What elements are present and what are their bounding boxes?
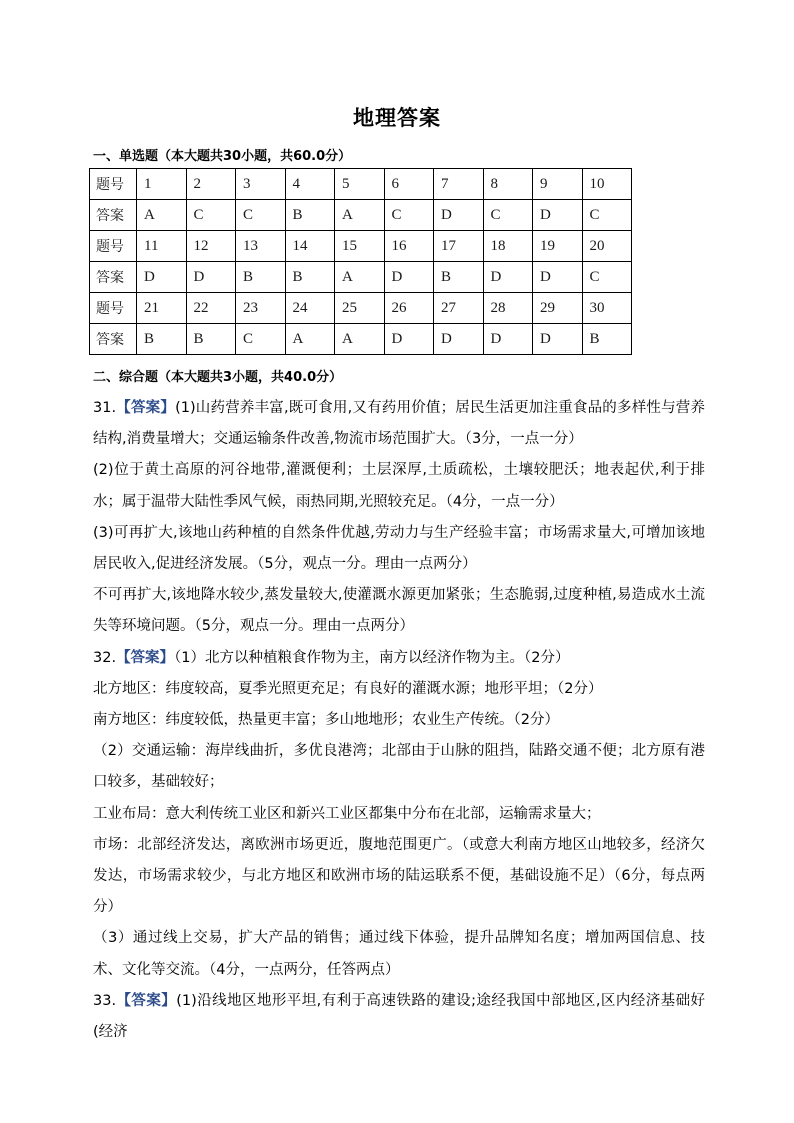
q33-part1: 33.【答案】(1)沿线地区地形平坦,有利于高速铁路的建设;途经我国中部地区,区内经济基础好(经济 xyxy=(93,992,706,1041)
answer-tag: 【答案】 xyxy=(116,992,177,1009)
table-cell: C xyxy=(384,200,434,231)
table-cell: D xyxy=(434,324,484,355)
table-cell: 30 xyxy=(582,293,632,324)
table-cell: 17 xyxy=(434,231,484,262)
section-heading-comprehensive: 二、综合题（本大题共3小题，共40.0分） xyxy=(93,370,343,385)
table-cell: 5 xyxy=(335,169,385,200)
question-number: 31. xyxy=(93,400,117,416)
table-cell: 14 xyxy=(285,231,335,262)
q32-part3: 南方地区：纬度较低，热量更丰富；多山地地形；农业生产传统。（2分） xyxy=(93,712,559,729)
row-label: 题号 xyxy=(90,293,137,324)
table-cell: C xyxy=(582,262,632,293)
table-cell: A xyxy=(335,324,385,355)
table-cell: D xyxy=(533,262,583,293)
table-cell: 10 xyxy=(582,169,632,200)
table-cell: 13 xyxy=(236,231,286,262)
table-cell: 8 xyxy=(483,169,533,200)
table-row xyxy=(90,324,632,355)
q31-part4: 不可再扩大,该地降水较少,蒸发量较大,使灌溉水源更加紧张；生态脆弱,过度种植,易造成水土流失等环境问题。（5分，观点一分。理由一点两分） xyxy=(93,587,705,635)
row-label: 题号 xyxy=(90,169,137,200)
table-cell: 18 xyxy=(483,231,533,262)
q31-part2: (2)位于黄土高原的河谷地带,灌溉便利；土层深厚,土质疏松，土壤较肥沃；地表起伏,利于排水；属于温带大陆性季风气候，雨热同期,光照较充足。（4分，一点一分） xyxy=(93,462,705,510)
table-cell: 21 xyxy=(137,293,187,324)
table-cell: C xyxy=(186,200,236,231)
table-cell: 9 xyxy=(533,169,583,200)
table-cell: 6 xyxy=(384,169,434,200)
q32-part7: （3）通过线上交易，扩大产品的销售；通过线下体验，提升品牌知名度；增加两国信息、技术、文化等交流。（4分，一点两分，任答两点） xyxy=(93,930,705,978)
table-cell: B xyxy=(236,262,286,293)
table-cell: 1 xyxy=(137,169,187,200)
row-label: 答案 xyxy=(90,200,137,231)
table-cell: C xyxy=(483,200,533,231)
table-cell: 3 xyxy=(236,169,286,200)
table-cell: D xyxy=(483,324,533,355)
table-cell: 22 xyxy=(186,293,236,324)
table-cell: B xyxy=(582,324,632,355)
row-label: 题号 xyxy=(90,231,137,262)
question-number: 32. xyxy=(93,649,117,666)
table-cell: 2 xyxy=(186,169,236,200)
table-cell: 11 xyxy=(137,231,187,262)
table-cell: B xyxy=(285,262,335,293)
table-cell: D xyxy=(384,324,434,355)
q31-part3: (3)可再扩大,该地山药种植的自然条件优越,劳动力与生产经验丰富；市场需求量大,可增加该地居民收入,促进经济发展。（5分，观点一分。理由一点两分） xyxy=(93,524,705,573)
section-heading-single-choice: 一、单选题（本大题共30小题，共60.0分） xyxy=(93,149,352,164)
table-cell: 12 xyxy=(186,231,236,262)
answer-table xyxy=(89,168,632,355)
answer-body xyxy=(93,393,705,1048)
table-cell: D xyxy=(483,262,533,293)
table-cell: C xyxy=(236,324,286,355)
table-cell: 27 xyxy=(434,293,484,324)
q32-part2: 北方地区：纬度较高，夏季光照更充足；有良好的灌溉水源；地形平坦；（2分） xyxy=(93,680,603,697)
table-cell: C xyxy=(236,200,286,231)
table-row xyxy=(90,293,632,324)
table-cell: D xyxy=(186,262,236,293)
table-cell: B xyxy=(434,262,484,293)
table-row xyxy=(90,200,632,231)
table-cell: A xyxy=(335,262,385,293)
table-cell: D xyxy=(137,262,187,293)
table-row xyxy=(90,262,632,293)
table-cell: D xyxy=(384,262,434,293)
table-cell: 15 xyxy=(335,231,385,262)
answer-table-body xyxy=(90,169,632,355)
page-title: 地理答案 xyxy=(353,105,441,130)
answer-tag: 【答案】 xyxy=(116,649,175,666)
question-number: 33. xyxy=(93,992,117,1009)
q32-part6: 市场：北部经济发达，离欧洲市场更近，腹地范围更广。（或意大利南方地区山地较多，经济欠发达，市场需求较少，与北方地区和欧洲市场的陆运联系不便，基础设施不足）（6分，每点两分） xyxy=(93,836,705,916)
q31-part1: 31.【答案】(1)山药营养丰富,既可食用,又有药用价值；居民生活更加注重食品的多样性与营养结构,消费量增大；交通运输条件改善,物流市场范围扩大。（3分，一点一分） xyxy=(93,400,705,448)
table-cell: B xyxy=(186,324,236,355)
table-cell: 29 xyxy=(533,293,583,324)
table-row xyxy=(90,169,632,200)
table-cell: A xyxy=(285,324,335,355)
table-cell: 19 xyxy=(533,231,583,262)
table-cell: 28 xyxy=(483,293,533,324)
table-cell: 16 xyxy=(384,231,434,262)
q32-part4: （2）交通运输：海岸线曲折，多优良港湾；北部由于山脉的阻挡，陆路交通不便；北方原有港口较多，基础较好； xyxy=(93,743,705,791)
table-cell: 25 xyxy=(335,293,385,324)
row-label: 答案 xyxy=(90,262,137,293)
table-cell: D xyxy=(533,324,583,355)
table-cell: B xyxy=(137,324,187,355)
table-cell: A xyxy=(335,200,385,231)
table-cell: 24 xyxy=(285,293,335,324)
table-cell: 20 xyxy=(582,231,632,262)
row-label: 答案 xyxy=(90,324,137,355)
q32-part1: 32.【答案】（1）北方以种植粮食作物为主，南方以经济作物为主。（2分） xyxy=(93,649,570,666)
table-row xyxy=(90,231,632,262)
table-cell: C xyxy=(582,200,632,231)
table-cell: D xyxy=(533,200,583,231)
table-cell: D xyxy=(434,200,484,231)
table-cell: 7 xyxy=(434,169,484,200)
table-cell: A xyxy=(137,200,187,231)
table-cell: 4 xyxy=(285,169,335,200)
table-cell: B xyxy=(285,200,335,231)
answer-tag: 【答案】 xyxy=(116,400,176,416)
q32-part5: 工业布局：意大利传统工业区和新兴工业区都集中分布在北部，运输需求量大； xyxy=(93,805,601,822)
table-cell: 23 xyxy=(236,293,286,324)
table-cell: 26 xyxy=(384,293,434,324)
